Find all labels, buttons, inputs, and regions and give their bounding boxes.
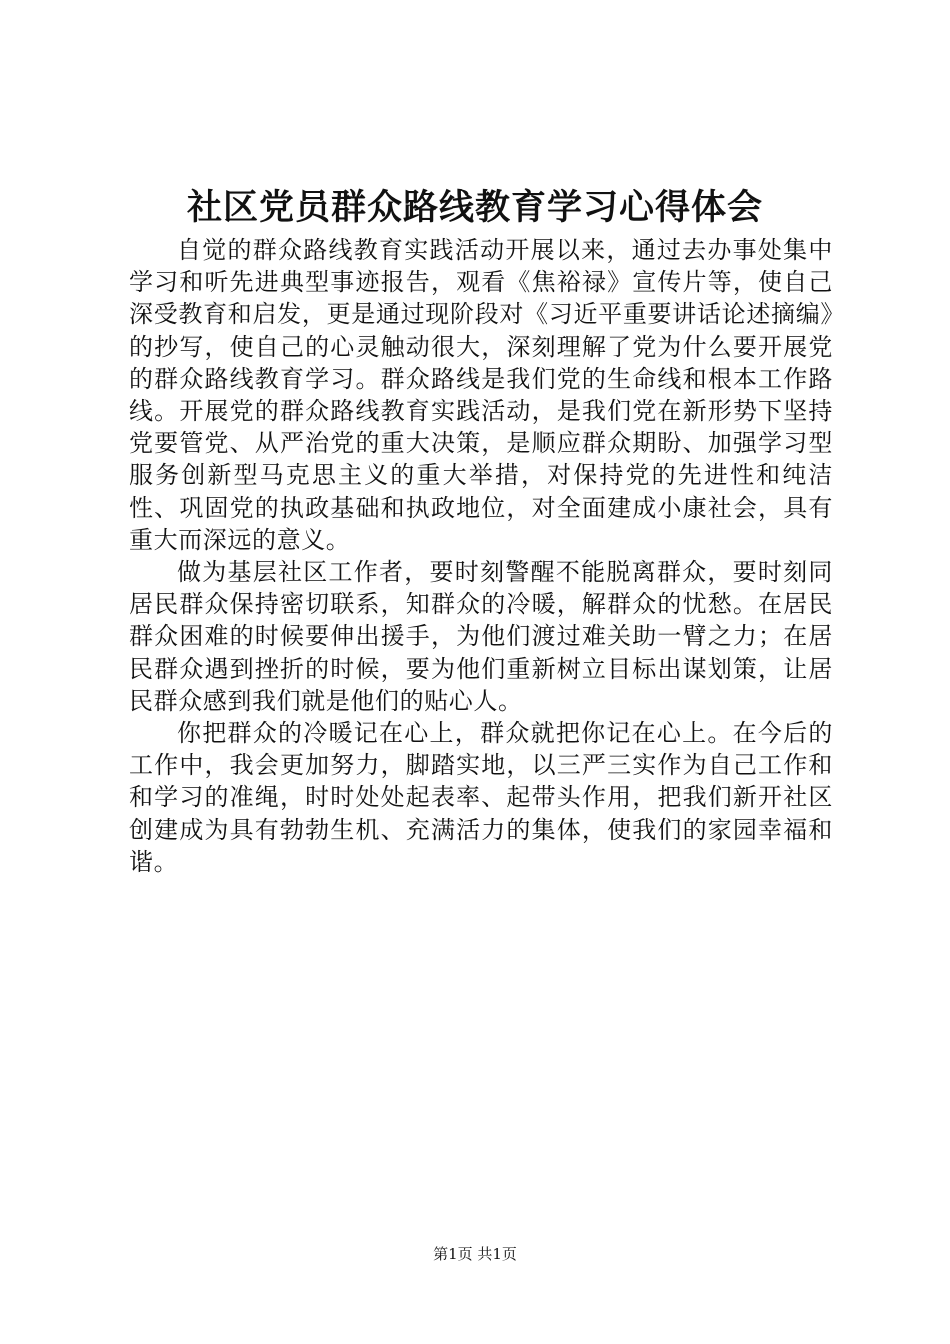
paragraph-3: 你把群众的冷暖记在心上，群众就把你记在心上。在今后的工作中，我会更加努力，脚踏实地，以三严三实作为自己工作和和学习的准绳，时时处处起表率、起带头作用，把我们新开社区创建成为具有勃勃生机、充满活力的集体，使我们的家园幸福和谐。 — [129, 719, 833, 876]
document-body — [129, 234, 833, 878]
paragraph-2: 做为基层社区工作者，要时刻警醒不能脱离群众，要时刻同居民群众保持密切联系，知群众的冷暖，解群众的忧愁。在居民群众困难的时候要伸出援手，为他们渡过难关助一臂之力；在居民群众遇到挫折的时候，要为他们重新树立目标出谋划策，让居民群众感到我们就是他们的贴心人。 — [129, 558, 833, 715]
document-title: 社区党员群众路线教育学习心得体会 — [186, 187, 763, 228]
paragraph-1: 自觉的群众路线教育实践活动开展以来，通过去办事处集中学习和听先进典型事迹报告，观看《焦裕禄》宣传片等，使自己深受教育和启发，更是通过现阶段对《习近平重要讲话论述摘编》的抄写，使自己的心灵触动很大，深刻理解了党为什么要开展党的群众路线教育学习。群众路线是我们党的生命线和根本工作路线。开展党的群众路线教育实践活动，是我们党在新形势下坚持党要管党、从严治党的重大决策，是顺应群众期盼、加强学习型服务创新型马克思主义的重大举措，对保持党的先进性和纯洁性、巩固党的执政基础和执政地位，对全面建成小康社会，具有重大而深远的意义。 — [129, 236, 833, 554]
page-footer: 第1页 共1页 — [433, 1245, 517, 1263]
